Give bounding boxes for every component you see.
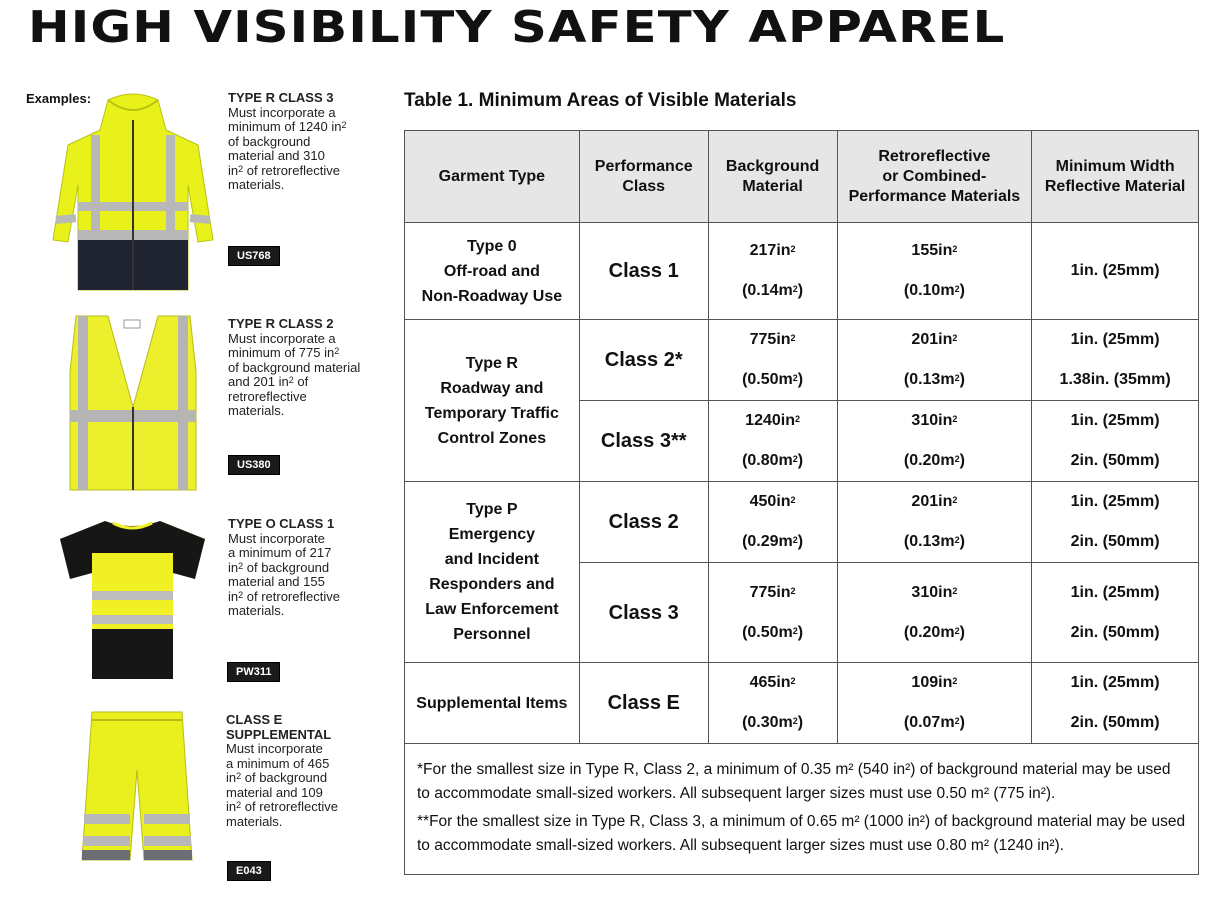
product-code-badge: US380 bbox=[228, 455, 280, 475]
min-width-cell: 1in. (25mm) 2in. (50mm) bbox=[1032, 401, 1199, 482]
garment-image-jacket bbox=[48, 90, 218, 295]
header-performance-class: Performance Class bbox=[579, 131, 708, 223]
garment-description-1: TYPE R CLASS 3 Must incorporate a minimum of 1240 $in^2$ of background material and 310 $in^2$ of retroreflective materials. bbox=[228, 91, 393, 193]
class-cell: Class 1 bbox=[579, 223, 708, 320]
table-row bbox=[405, 663, 1199, 744]
product-code-badge: E043 bbox=[227, 861, 271, 881]
header-background-material: Background Material bbox=[708, 131, 837, 223]
retroreflective-cell: $201in^2$ $(0.13m^2)$ bbox=[837, 320, 1032, 401]
background-cell: $775in^2$ $(0.50m^2)$ bbox=[708, 563, 837, 663]
table-row bbox=[405, 320, 1199, 401]
class-cell: Class 3** bbox=[579, 401, 708, 482]
garment-type-cell: Type R Roadway and Temporary Traffic Control Zones bbox=[405, 320, 580, 482]
product-code-badge: PW311 bbox=[227, 662, 280, 682]
class-cell: Class 3 bbox=[579, 563, 708, 663]
garment-description-4: CLASS E SUPPLEMENTAL Must incorporate a minimum of 465 $in^2$ of background material and 109 $in^2$ of retroreflective materials. bbox=[226, 713, 391, 829]
min-width-cell: 1in. (25mm) 2in. (50mm) bbox=[1032, 563, 1199, 663]
page-title: HIGH VISIBILITY SAFETY APPAREL bbox=[28, 2, 1006, 53]
footnote-class2: *For the smallest size in Type R, Class 2, a minimum of 0.35 m² (540 in²) of background material may be used to accommodate small-sized workers. All subsequent larger sizes must use 0.50 m² (775 in²). bbox=[417, 761, 1171, 802]
background-cell: $1240in^2$ $(0.80m^2)$ bbox=[708, 401, 837, 482]
header-minimum-width: Minimum Width Reflective Material bbox=[1032, 131, 1199, 223]
garment-title: TYPE R CLASS 2 bbox=[228, 316, 334, 331]
retroreflective-cell: $310in^2$ $(0.20m^2)$ bbox=[837, 563, 1032, 663]
min-width-cell: 1in. (25mm) bbox=[1032, 223, 1199, 320]
min-width-cell: 1in. (25mm) 2in. (50mm) bbox=[1032, 663, 1199, 744]
class-cell: Class E bbox=[579, 663, 708, 744]
garment-type-cell: Type 0 Off-road and Non-Roadway Use bbox=[405, 223, 580, 320]
class-cell: Class 2* bbox=[579, 320, 708, 401]
garment-title: CLASS E bbox=[226, 712, 283, 727]
examples-label: Examples: bbox=[26, 91, 92, 106]
header-retroreflective: Retroreflective or Combined- Performance Materials bbox=[837, 131, 1032, 223]
retroreflective-cell: $109in^2$ $(0.07m^2)$ bbox=[837, 663, 1032, 744]
table-row bbox=[405, 223, 1199, 320]
garment-title: TYPE R CLASS 3 bbox=[228, 90, 334, 105]
table-row bbox=[405, 482, 1199, 563]
garment-description-2: TYPE R CLASS 2 Must incorporate a minimum of 775 $in^2$ of background material and 201 $in^2$ of retroreflective materials. bbox=[228, 317, 398, 419]
garment-title: TYPE O CLASS 1 bbox=[228, 516, 335, 531]
garment-type-cell: Type P Emergency and Incident Responders and Law Enforcement Personnel bbox=[405, 482, 580, 663]
table-header-row bbox=[405, 131, 1199, 223]
class-cell: Class 2 bbox=[579, 482, 708, 563]
background-cell: $775in^2$ $(0.50m^2)$ bbox=[708, 320, 837, 401]
background-cell: $450in^2$ $(0.29m^2)$ bbox=[708, 482, 837, 563]
header-garment-type: Garment Type bbox=[405, 131, 580, 223]
min-width-cell: 1in. (25mm) 1.38in. (35mm) bbox=[1032, 320, 1199, 401]
garment-title-line2: SUPPLEMENTAL bbox=[226, 726, 332, 742]
garment-description-3: TYPE O CLASS 1 Must incorporate a minimum of 217 $in^2$ of background material and 155 $in^2$ of retroreflective materials. bbox=[228, 517, 393, 619]
background-cell: $465in^2$ $(0.30m^2)$ bbox=[708, 663, 837, 744]
garment-image-shorts bbox=[78, 710, 196, 865]
visibility-table bbox=[404, 130, 1199, 875]
retroreflective-cell: $201in^2$ $(0.13m^2)$ bbox=[837, 482, 1032, 563]
retroreflective-cell: $155in^2$ $(0.10m^2)$ bbox=[837, 223, 1032, 320]
table-footnotes bbox=[404, 744, 1199, 875]
garment-image-tshirt bbox=[55, 517, 210, 682]
garment-image-vest bbox=[68, 312, 198, 492]
min-width-cell: 1in. (25mm) 2in. (50mm) bbox=[1032, 482, 1199, 563]
footnote-class3: **For the smallest size in Type R, Class 3, a minimum of 0.65 m² (1000 in²) of background material may be used to accommodate small-sized workers. All subsequent larger sizes must use 0.80 m² (1240 in²). bbox=[417, 813, 1186, 854]
background-cell: $217in^2$ $(0.14m^2)$ bbox=[708, 223, 837, 320]
table-title: Table 1. Minimum Areas of Visible Materials bbox=[404, 90, 797, 111]
product-code-badge: US768 bbox=[228, 246, 280, 266]
garment-type-cell: Supplemental Items bbox=[405, 663, 580, 744]
retroreflective-cell: $310in^2$ $(0.20m^2)$ bbox=[837, 401, 1032, 482]
